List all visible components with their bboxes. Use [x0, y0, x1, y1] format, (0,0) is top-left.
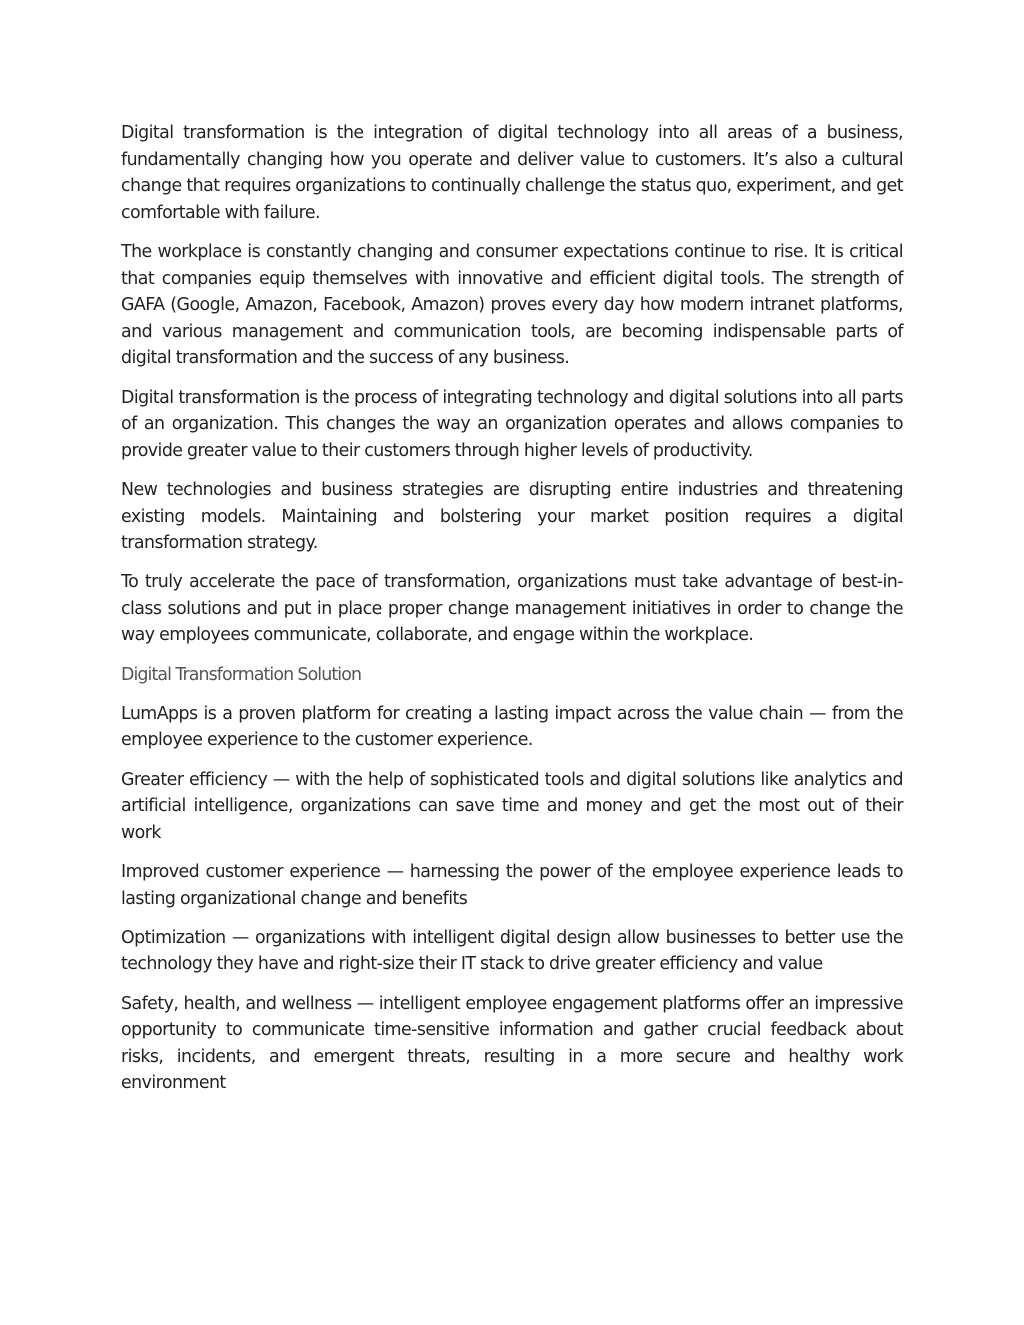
paragraph-workplace: The workplace is constantly changing and consumer expectations continue to rise. It is critical that companies equip themselves with innovative and efficient digital tools. The strength of GAFA (Google, Amazon, Facebook, Amazon) proves every day how modern intranet platforms, and various management and communication tools, are becoming indispensable parts of digital transformation and the success of any business.: [121, 241, 903, 369]
paragraph-lumapps: LumApps is a proven platform for creating a lasting impact across the value chain — from the employee experience to the customer experience.: [121, 703, 903, 751]
document-page: [121, 120, 903, 1110]
paragraph-accelerate: To truly accelerate the pace of transformation, organizations must take advantage of best-in-class solutions and put in place proper change management initiatives in order to change the way employees communicate, collaborate, and engage within the workplace.: [121, 572, 903, 646]
paragraph-definition: Digital transformation is the integration of digital technology into all areas of a business, fundamentally changing how you operate and deliver value to customers. It’s also a cultural change that requires organizations to continually challenge the status quo, experiment, and get comfortable with failure.: [121, 123, 903, 223]
paragraph-process: Digital transformation is the process of integrating technology and digital solutions into all parts of an organization. This changes the way an organization operates and allows companies to provide greater value to their customers through higher levels of productivity.: [121, 387, 903, 461]
paragraph-customer-experience: Improved customer experience — harnessing the power of the employee experience leads to lasting organizational change and benefits: [121, 862, 903, 909]
paragraph-optimization: Optimization — organizations with intelligent digital design allow businesses to better use the technology they have and right-size their IT stack to drive greater efficiency and value: [121, 927, 903, 975]
paragraph-new-technologies: New technologies and business strategies are disrupting entire industries and threatening existing models. Maintaining and bolstering your market position requires a digital transformation strategy.: [121, 479, 903, 554]
section-heading: Digital Transformation Solution: [121, 664, 362, 685]
paragraph-efficiency: Greater efficiency — with the help of sophisticated tools and digital solutions like analytics and artificial intelligence, organizations can save time and money and get the most out of their work: [121, 769, 903, 843]
paragraph-safety: Safety, health, and wellness — intelligent employee engagement platforms offer an impressive opportunity to communicate time-sensitive information and gather crucial feedback about risks, incidents, and emergent threats, resulting in a more secure and healthy work environment: [121, 993, 903, 1094]
